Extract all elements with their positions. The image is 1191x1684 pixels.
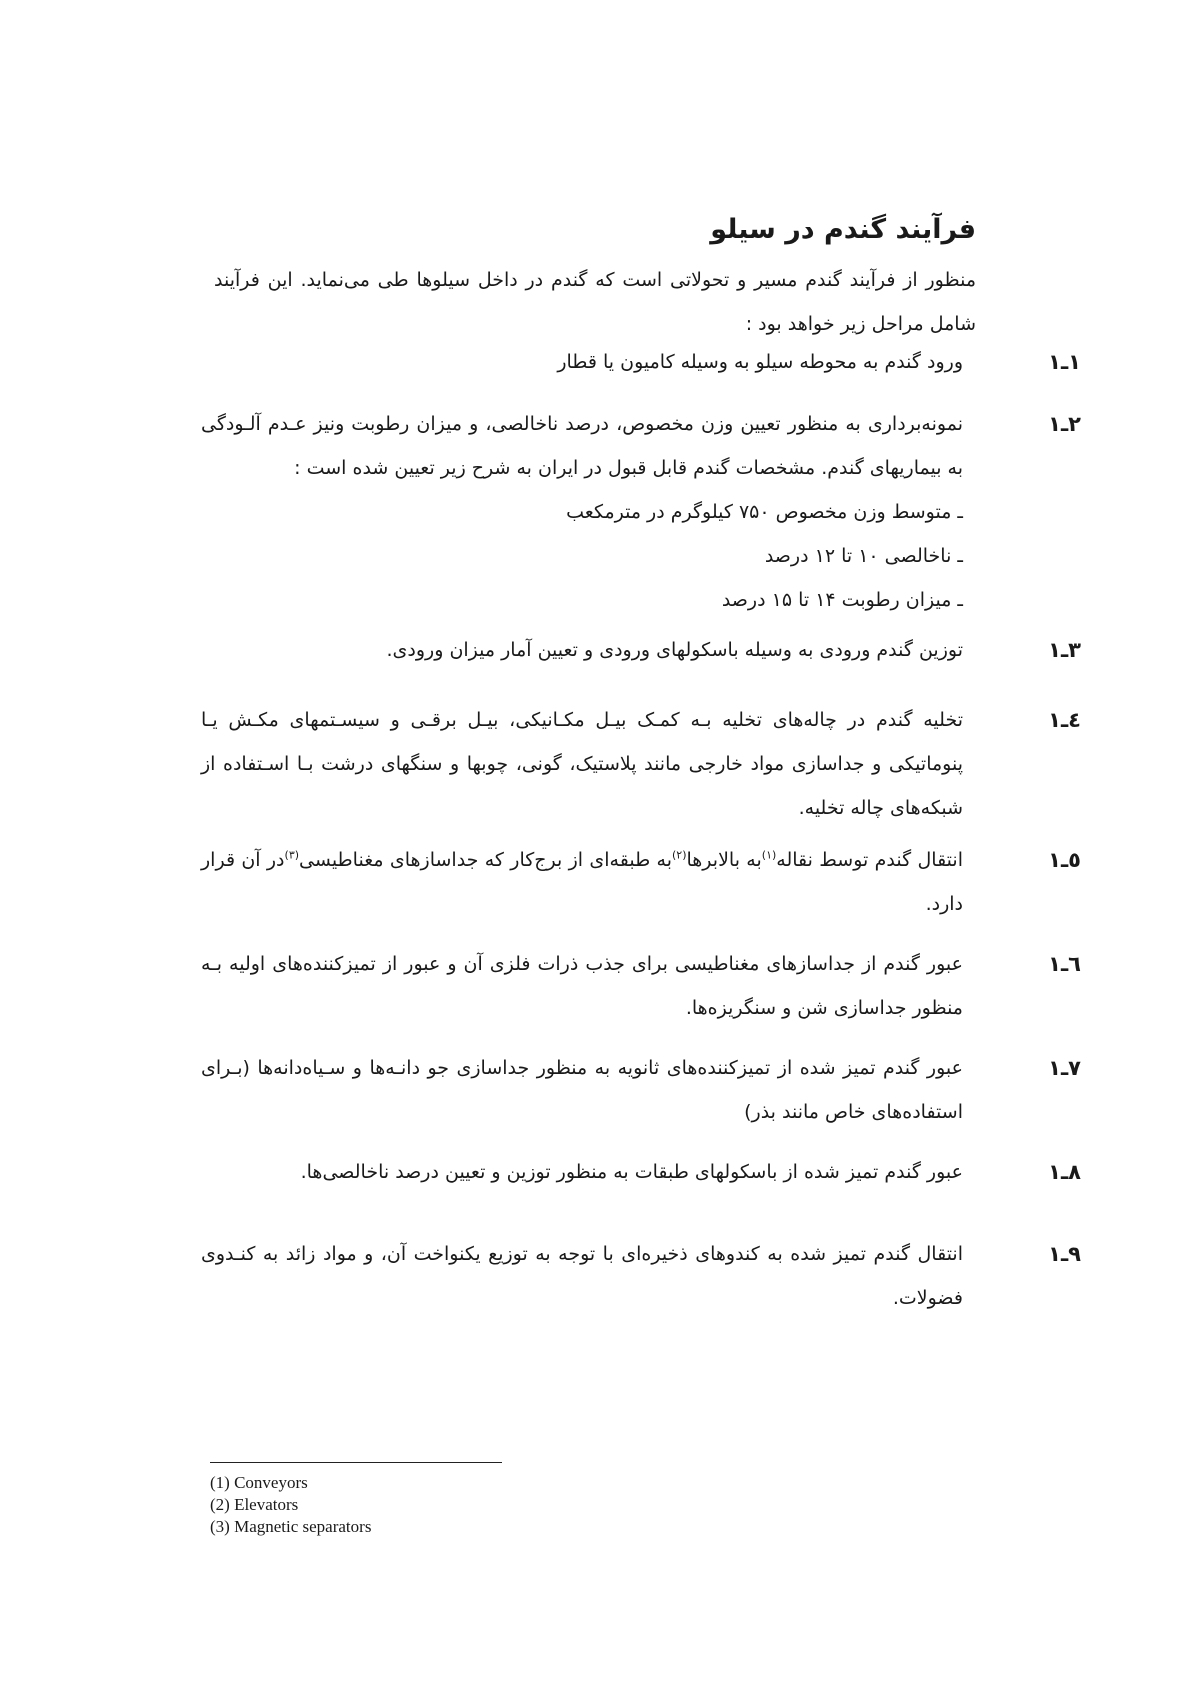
item-text-part: انتقال گندم توسط نقاله: [776, 849, 963, 871]
item-number: ٤ـ۱: [1048, 708, 1081, 732]
item-text: عبور گندم از جداسازهای مغناطیسی برای جذب ذرات فلزی آن و عبور از تمیزکننده‌های اولیه بـه منظور جداسازی شن و سنگریزه‌ها.: [201, 953, 963, 1019]
spec-line: ـ متوسط وزن مخصوص ۷۵۰ کیلوگرم در مترمکعب: [201, 490, 963, 534]
item-text: عبور گندم تمیز شده از تمیزکننده‌های ثانویه به منظور جداسازی جو دانـه‌ها و سـیاه‌دانه‌ها (بـرای استفاده‌های خاص مانند بذر): [201, 1057, 963, 1123]
item-text: عبور گندم تمیز شده از باسکولهای طبقات به منظور توزین و تعیین درصد ناخالصی‌ها.: [300, 1161, 963, 1183]
footnote-ref: (۲): [671, 848, 687, 862]
footnote-ref: (۳): [284, 848, 300, 862]
intro-paragraph: منظور از فرآیند گندم مسیر و تحولاتی است که گندم در داخل سیلوها طی می‌نماید. این فرآیند شامل مراحل زیر خواهد بود :: [214, 269, 976, 335]
item-text-part: به بالابرها: [686, 849, 762, 871]
item-text: توزین گندم ورودی به وسیله باسکولهای ورودی و تعیین آمار میزان ورودی.: [386, 639, 963, 661]
item-number: ۷ـ۱: [1048, 1056, 1081, 1080]
item-body: [201, 402, 963, 622]
item-number: ٥ـ۱: [1048, 848, 1081, 872]
item-text-part: در آن قرار دارد.: [201, 849, 963, 915]
item-text: نمونه‌برداری به منظور تعیین وزن مخصوص، درصد ناخالصی، و میزان رطوبت ونیز عـدم آلـودگی به بیماریهای گندم. مشخصات گندم قابل قبول در ایران به شرح زیر تعیین شده است :: [201, 413, 963, 479]
item-number: ۱ـ۱: [1048, 350, 1081, 374]
item-text: ورود گندم به محوطه سیلو به وسیله کامیون یا قطار: [557, 351, 963, 373]
spec-line: ـ میزان رطوبت ۱۴ تا ۱۵ درصد: [201, 578, 963, 622]
item-number: ۸ـ۱: [1048, 1160, 1081, 1184]
footnote: (2) Elevators: [210, 1495, 299, 1514]
footnote: (3) Magnetic separators: [210, 1517, 372, 1536]
item-number: ۲ـ۱: [1048, 412, 1081, 436]
footnote-divider: [210, 1462, 502, 1463]
item-text: تخلیه گندم در چاله‌های تخلیه بـه کمـک بیـل مکـانیکی، بیـل برقـی و سیسـتمهای مکـش یـا پنوماتیکی و جداسازی مواد خارجی مانند پلاستیک، گونی، چوبها و سنگهای درشت بـا اسـتفاده از شبکه‌های چاله تخلیه.: [201, 709, 963, 819]
page-title: فرآیند گندم در سیلو: [710, 214, 976, 245]
footnote: (1) Conveyors: [210, 1473, 308, 1492]
spec-line: ـ ناخالصی ۱۰ تا ۱۲ درصد: [201, 534, 963, 578]
footnote-ref: (۱): [761, 848, 777, 862]
item-number: ۹ـ۱: [1048, 1242, 1081, 1266]
item-text: [201, 838, 963, 926]
item-number: ٦ـ۱: [1048, 952, 1081, 976]
footnotes: [210, 1472, 710, 1538]
item-number: ۳ـ۱: [1048, 638, 1081, 662]
item-text: انتقال گندم تمیز شده به کندوهای ذخیره‌ای با توجه به توزیع یکنواخت آن، و مواد زائد به کنـدوی فضولات.: [201, 1243, 963, 1309]
item-text-part: به طبقه‌ای از برج‌کار که جداسازهای مغناطیسی: [299, 849, 672, 871]
